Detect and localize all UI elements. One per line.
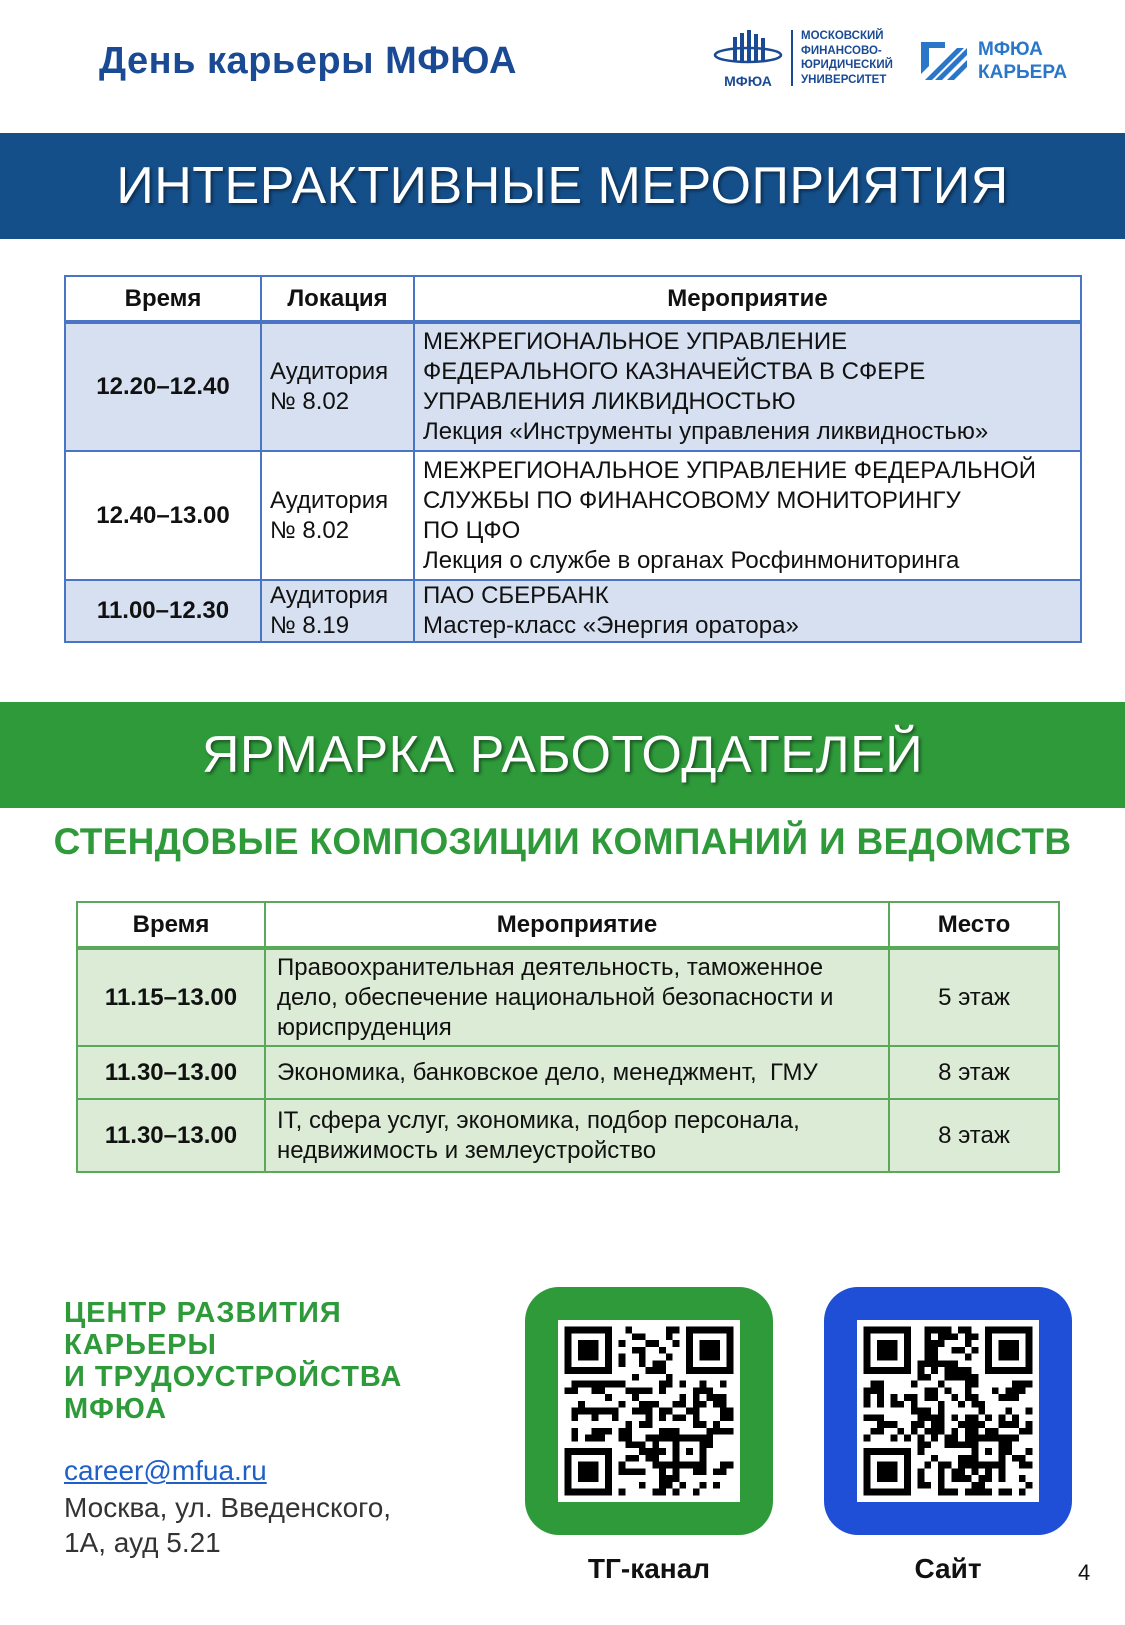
- location-line: Аудитория: [270, 358, 389, 385]
- fair-line: IT, сфера услуг, экономика, подбор персонала,: [277, 1106, 800, 1134]
- qr-code-icon: [857, 1320, 1039, 1502]
- fair-place: 8 этаж: [889, 1099, 1059, 1172]
- column-header-time: Время: [77, 902, 265, 948]
- fair-time: 11.30–13.00: [77, 1099, 265, 1172]
- event-description: [414, 322, 1081, 451]
- event-line: ФЕДЕРАЛЬНОГО КАЗНАЧЕЙСТВА В СФЕРЕ: [423, 358, 926, 385]
- event-line: ПАО СБЕРБАНК: [423, 582, 609, 609]
- column-header-event: Мероприятие: [265, 902, 889, 948]
- table-row: [65, 322, 1081, 451]
- event-line: Лекция «Инструменты управления ликвидностью»: [423, 418, 989, 445]
- fair-line: Экономика, банковское дело, менеджмент, ГМУ: [277, 1058, 818, 1086]
- career-logo-text: [978, 38, 1067, 84]
- address-line: 1А, ауд 5.21: [64, 1527, 221, 1558]
- location-line: № 8.02: [270, 516, 350, 544]
- career-center-line: ЦЕНТР РАЗВИТИЯ: [64, 1297, 342, 1329]
- event-location: [261, 322, 414, 451]
- event-description: [414, 451, 1081, 580]
- fair-line: юриспруденция: [277, 1013, 452, 1041]
- column-header-event: Мероприятие: [414, 276, 1081, 322]
- table-row: [65, 451, 1081, 580]
- logo-divider: [791, 30, 793, 86]
- university-name-line: ЮРИДИЧЕСКИЙ: [801, 59, 893, 71]
- event-line: ПО ЦФО: [423, 516, 521, 544]
- fair-time: 11.30–13.00: [77, 1046, 265, 1099]
- mfua-logo-text: МФЮА: [724, 73, 772, 89]
- column-header-location: Локация: [261, 276, 414, 322]
- university-name: [801, 29, 911, 87]
- table-row: [77, 1099, 1059, 1172]
- fair-description: [265, 1046, 889, 1099]
- contact-address: [64, 1490, 391, 1560]
- university-name-line: ФИНАНСОВО-: [801, 44, 882, 57]
- website-qr-label: Сайт: [914, 1553, 982, 1584]
- address-line: Москва, ул. Введенского,: [64, 1492, 392, 1523]
- stands-subheading: СТЕНДОВЫЕ КОМПОЗИЦИИ КОМПАНИЙ И ВЕДОМСТВ: [53, 821, 1072, 862]
- interactive-events-table: [64, 275, 1082, 643]
- table-row: [65, 580, 1081, 642]
- interactive-events-banner: [0, 133, 1125, 239]
- fair-place: 5 этаж: [889, 948, 1059, 1046]
- table-row: [77, 948, 1059, 1046]
- event-time: 11.00–12.30: [65, 580, 261, 642]
- event-line: СЛУЖБЫ ПО ФИНАНСОВОМУ МОНИТОРИНГУ: [423, 486, 961, 514]
- fair-line: недвижимость и землеустройство: [277, 1136, 657, 1164]
- mfua-logo: [712, 28, 784, 92]
- employer-fair-title: ЯРМАРКА РАБОТОДАТЕЛЕЙ: [201, 726, 924, 784]
- event-line: МЕЖРЕГИОНАЛЬНОЕ УПРАВЛЕНИЕ: [423, 328, 848, 355]
- fair-description: [265, 1099, 889, 1172]
- employer-fair-banner: [0, 702, 1125, 808]
- career-center-line: И ТРУДОУСТРОЙСТВА: [64, 1361, 403, 1393]
- university-name-line: УНИВЕРСИТЕТ: [801, 73, 887, 86]
- career-logo: [921, 40, 969, 80]
- career-center-line: МФЮА: [64, 1393, 168, 1425]
- event-line: МЕЖРЕГИОНАЛЬНОЕ УПРАВЛЕНИЕ ФЕДЕРАЛЬНОЙ: [423, 456, 1036, 484]
- employer-fair-table: [76, 901, 1060, 1173]
- career-center-title: [64, 1297, 402, 1425]
- telegram-qr-label: ТГ-канал: [587, 1553, 711, 1584]
- university-name-line: МОСКОВСКИЙ: [801, 30, 884, 42]
- qr-code-icon: [558, 1320, 740, 1502]
- event-line: Лекция о службе в органах Росфинмониторинга: [423, 546, 960, 574]
- career-stripes-logo-icon: [921, 40, 969, 80]
- page-title: День карьеры МФЮА: [99, 40, 517, 82]
- fair-line: дело, обеспечение национальной безопасности и: [277, 983, 834, 1011]
- event-line: Мастер-класс «Энергия оратора»: [423, 612, 799, 639]
- event-location: [261, 451, 414, 580]
- telegram-qr-card[interactable]: [525, 1287, 773, 1535]
- table-row: [77, 1046, 1059, 1099]
- interactive-events-title: ИНТЕРАКТИВНЫЕ МЕРОПРИЯТИЯ: [116, 157, 1009, 215]
- mfua-columns-logo-icon: [712, 28, 784, 72]
- website-qr-card[interactable]: [824, 1287, 1072, 1535]
- column-header-time: Время: [65, 276, 261, 322]
- event-location: [261, 580, 414, 642]
- fair-description: [265, 948, 889, 1046]
- event-time: 12.20–12.40: [65, 322, 261, 451]
- career-logo-line: КАРЬЕРА: [978, 62, 1068, 83]
- column-header-place: Место: [889, 902, 1059, 948]
- event-time: 12.40–13.00: [65, 451, 261, 580]
- location-line: Аудитория: [270, 582, 389, 609]
- fair-time: 11.15–13.00: [77, 948, 265, 1046]
- location-line: № 8.02: [270, 388, 350, 415]
- career-center-line: КАРЬЕРЫ: [64, 1329, 217, 1361]
- contact-email-link[interactable]: career@mfua.ru: [64, 1455, 267, 1486]
- location-line: № 8.19: [270, 612, 350, 639]
- fair-place: 8 этаж: [889, 1046, 1059, 1099]
- fair-line: Правоохранительная деятельность, таможенное: [277, 953, 824, 981]
- page-number: 4: [1078, 1560, 1091, 1585]
- table-header-row: [77, 902, 1059, 948]
- event-description: [414, 580, 1081, 642]
- career-logo-line: МФЮА: [978, 39, 1043, 60]
- event-line: УПРАВЛЕНИЯ ЛИКВИДНОСТЬЮ: [423, 388, 796, 415]
- location-line: Аудитория: [270, 486, 389, 514]
- table-header-row: [65, 276, 1081, 322]
